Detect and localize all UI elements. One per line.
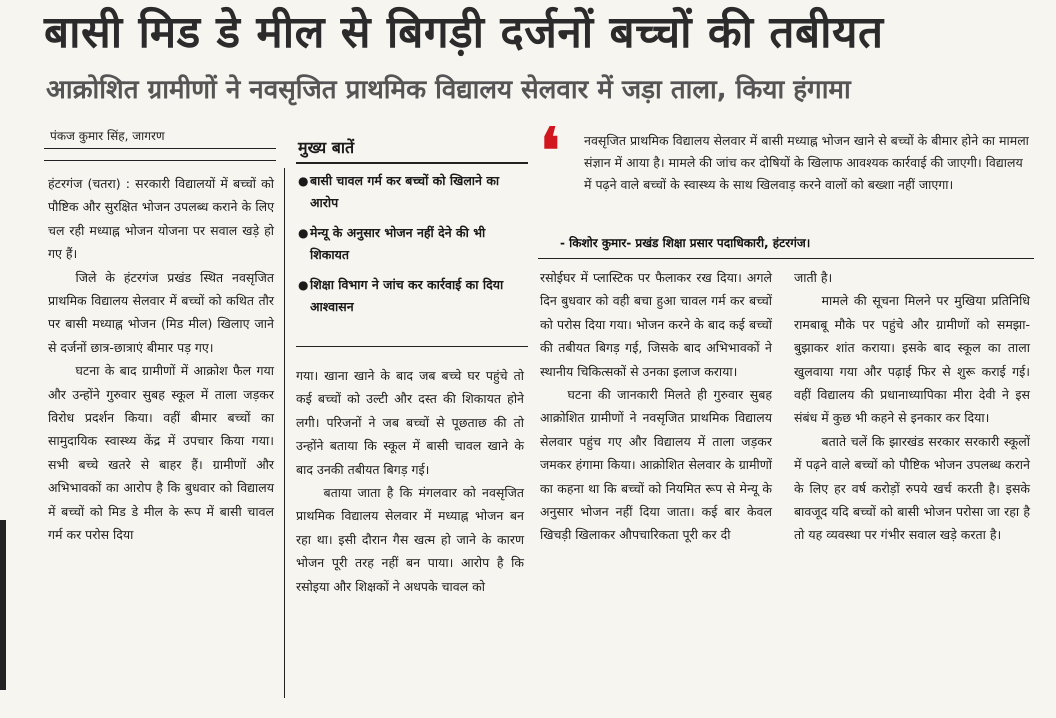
highlight-item: ● मेन्यू के अनुसार भोजन नहीं देने की भी शिकायत xyxy=(298,222,526,266)
quote-attribution: - किशोर कुमार- प्रखंड शिक्षा प्रसार पदाधिकारी, हंटरगंज। xyxy=(560,236,811,250)
headline: बासी मिड डे मील से बिगड़ी दर्जनों बच्चों की तबीयत xyxy=(44,7,884,58)
byline-rule-lower xyxy=(44,160,276,161)
highlights-title: मुख्य बातें xyxy=(298,138,355,157)
paragraph: गया। खाना खाने के बाद जब बच्चे घर पहुंचे तो कई बच्चों को उल्टी और दस्त की शिकायत होने लगी। परिजनों ने जब बच्चों से पूछताछ की तो उन्होंने बताया कि स्कूल में बासी चावल खाने के बाद उनकी तबीयत बिगड़ गई। xyxy=(296,368,524,477)
article-column-4 xyxy=(794,266,1030,547)
byline-rule xyxy=(44,148,276,149)
highlight-item: ● बासी चावल गर्म कर बच्चों को खिलाने का आरोप xyxy=(298,170,526,214)
page-edge-border xyxy=(0,520,6,690)
paragraph: जाती है। xyxy=(794,270,833,285)
paragraph: घटना के बाद ग्रामीणों में आक्रोश फैल गया और उन्होंने गुरुवार सुबह स्कूल में ताला जड़कर विरोध प्रदर्शन किया। वहीं बीमार बच्चों का सामुदायिक स्वास्थ्य केंद्र में उपचार किया गया। सभी बच्चे खतरे से बाहर हैं। ग्रामीणों और अभिभावकों का आरोप है कि बुधवार को विद्यालय में बच्चों को मिड डे मील के रूप में बासी चावल गर्म कर परोस दिया xyxy=(48,363,274,543)
highlights-rule xyxy=(296,162,528,164)
paragraph: घटना की जानकारी मिलते ही गुरुवार सुबह आक्रोशित ग्रामीणों ने नवसृजित प्राथमिक विद्यालय सेलवार पहुंच गए और विद्यालय में ताला जड़कर जमकर हंगामा किया। आक्रोशित सेलवार के ग्रामीणों का कहना था कि बच्चों को नियमित रूप से मेन्यू के अनुसार भोजन नहीं दिया जाता। कई बार केवल खिचड़ी खिलाकर औपचारिकता पूरी कर दी xyxy=(540,387,772,543)
paragraph: रसोईघर में प्लास्टिक पर फैलाकर रख दिया। अगले दिन बुधवार को वही बचा हुआ चावल गर्म कर बच्चों को परोस दिया गया। भोजन करने के बाद कई बच्चों की तबीयत बिगड़ गई, जिसके बाद अभिभावकों ने स्थानीय चिकित्सकों से उनका इलाज कराया। xyxy=(540,270,772,379)
paragraph: हंटरगंज (चतरा) : सरकारी विद्यालयों में बच्चों को पौष्टिक और सुरक्षित भोजन उपलब्ध कराने के लिए चल रही मध्याह्न भोजन योजना पर सवाल खड़े हो गए हैं। xyxy=(48,176,274,262)
paragraph: मामले की सूचना मिलने पर मुखिया प्रतिनिधि रामबाबू मौके पर पहुंचे और ग्रामीणों को समझा-बुझाकर शांत कराया। इसके बाद स्कूल का ताला खुलवाया गया और पढ़ाई फिर से शुरू कराई गई। वहीं विद्यालय की प्रधानाध्यापिका मीरा देवी ने इस संबंध में कुछ भी कहने से इनकार कर दिया। xyxy=(794,293,1030,426)
bullet-dot-icon: ● xyxy=(298,278,309,292)
highlights-bottom-rule xyxy=(296,346,528,347)
quote-mark-icon: ❛ xyxy=(540,114,560,187)
subheadline: आक्रोशित ग्रामीणों ने नवसृजित प्राथमिक विद्यालय सेलवार में जड़ा ताला, किया हंगामा xyxy=(46,75,851,105)
article-column-3 xyxy=(540,266,772,547)
quote-rule xyxy=(538,258,1034,259)
article-column-2 xyxy=(296,364,524,598)
paragraph: बताया जाता है कि मंगलवार को नवसृजित प्राथमिक विद्यालय सेलवार में मध्याह्न भोजन बन रहा था। इसी दौरान गैस खत्म हो जाने के कारण भोजन पूरी तरह नहीं बन पाया। आरोप है कि रसोइया और शिक्षकों ने अधपके चावल को xyxy=(296,485,524,594)
quote-text: नवसृजित प्राथमिक विद्यालय सेलवार में बासी मध्याह्न भोजन खाने से बच्चों के बीमार होने का मामला संज्ञान में आया है। मामले की जांच कर दोषियों के खिलाफ आवश्यक कार्रवाई की जाएगी। विद्यालय में पढ़ने वाले बच्चों के स्वास्थ्य के साथ खिलवाड़ करने वालों को बख्शा नहीं जाएगा। xyxy=(584,133,1029,192)
bullet-dot-icon: ● xyxy=(298,226,309,240)
highlights-list xyxy=(298,170,526,326)
paragraph: बताते चलें कि झारखंड सरकार सरकारी स्कूलों में पढ़ने वाले बच्चों को पौष्टिक भोजन उपलब्ध कराने के लिए हर वर्ष करोड़ों रुपये खर्च करती है। इसके बावजूद यदि बच्चों को बासी भोजन परोसा जा रहा है तो यह व्यवस्था पर गंभीर सवाल खड़े करता है। xyxy=(794,433,1030,543)
article-column-1 xyxy=(48,172,274,547)
byline: पंकज कुमार सिंह, जागरण xyxy=(50,129,165,143)
highlight-item: ● शिक्षा विभाग ने जांच कर कार्रवाई का दिया आश्वासन xyxy=(298,274,526,318)
bullet-dot-icon: ● xyxy=(298,174,309,188)
column-divider xyxy=(284,168,285,698)
paragraph: जिले के हंटरगंज प्रखंड स्थित नवसृजित प्राथमिक विद्यालय सेलवार में बच्चों को कथित तौर पर बासी मध्याह्न भोजन (मिड मील) खिलाए जाने से दर्जनों छात्र-छात्राएं बीमार पड़ गए। xyxy=(48,269,274,355)
